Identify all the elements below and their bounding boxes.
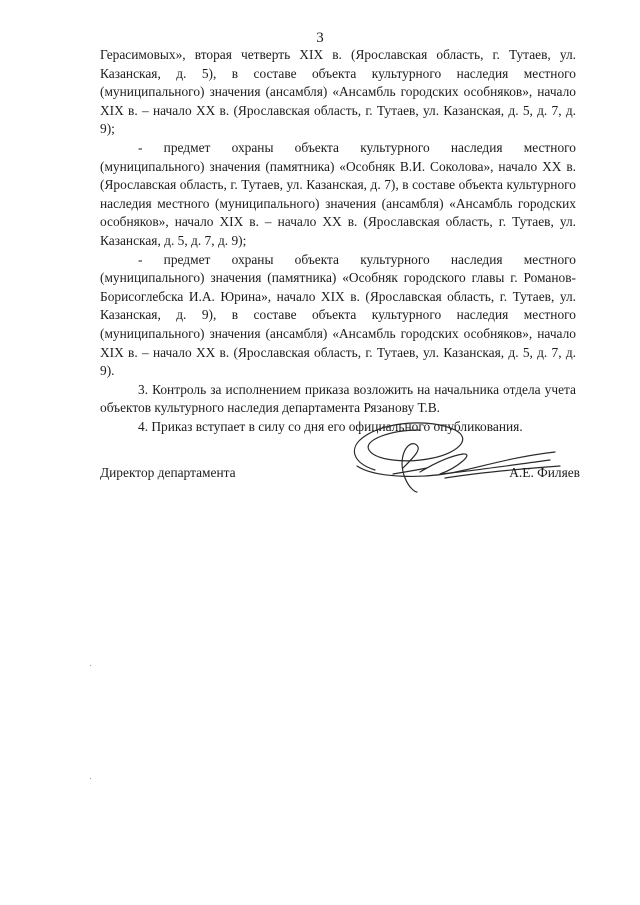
- paragraph-continuation: Герасимовых», вторая четверть XIX в. (Ярославская область, г. Тутаев, ул. Казанская, д. 5), в составе объекта культурного наследия местного (муниципального) значения (ансамбля) «Ансамбль городских особняков», начало XIX в. – начало XX в. (Ярославская область, г. Тутаев, ул. Казанская, д. 5, д. 7, д. 9);: [100, 47, 576, 137]
- scan-artifact: [90, 665, 91, 666]
- signatory-name: А.Е. Филяев: [509, 465, 580, 480]
- signatory-title: Директор департамента: [100, 465, 236, 480]
- document-body: [100, 46, 576, 436]
- scan-artifact: [90, 778, 91, 779]
- signature-block: [100, 465, 580, 485]
- page-number: 3: [316, 30, 324, 46]
- paragraph-effective-clause: 4. Приказ вступает в силу со дня его официального опубликования.: [138, 418, 523, 434]
- paragraph-sokolov-mansion: - предмет охраны объекта культурного наследия местного (муниципального) значения (памятника) «Особняк В.И. Соколова», начало XX в. (Ярославская область, г. Тутаев, ул. Казанская, д. 7), в составе объекта культурного наследия местного (муниципального) значения (ансамбля) «Ансамбль городских особняков», начало XIX в. – начало XX в. (Ярославская область, г. Тутаев, ул. Казанская, д. 5, д. 7, д. 9);: [100, 139, 576, 248]
- paragraph-control-clause: 3. Контроль за исполнением приказа возложить на начальника отдела учета объектов культурного наследия департамента Рязанову Т.В.: [100, 381, 576, 416]
- paragraph-yurin-mansion: - предмет охраны объекта культурного наследия местного (муниципального) значения (памятника) «Особняк городского главы г. Романов-Борисоглебска И.А. Юрина», начало XIX в. (Ярославская область, г. Тутаев, ул. Казанская, д. 9), в составе объекта культурного наследия местного (муниципального) значения (ансамбля) «Ансамбль городских особняков», начало XIX в. – начало XX в. (Ярославская область, г. Тутаев, ул. Казанская, д. 5, д. 7, д. 9).: [100, 251, 576, 379]
